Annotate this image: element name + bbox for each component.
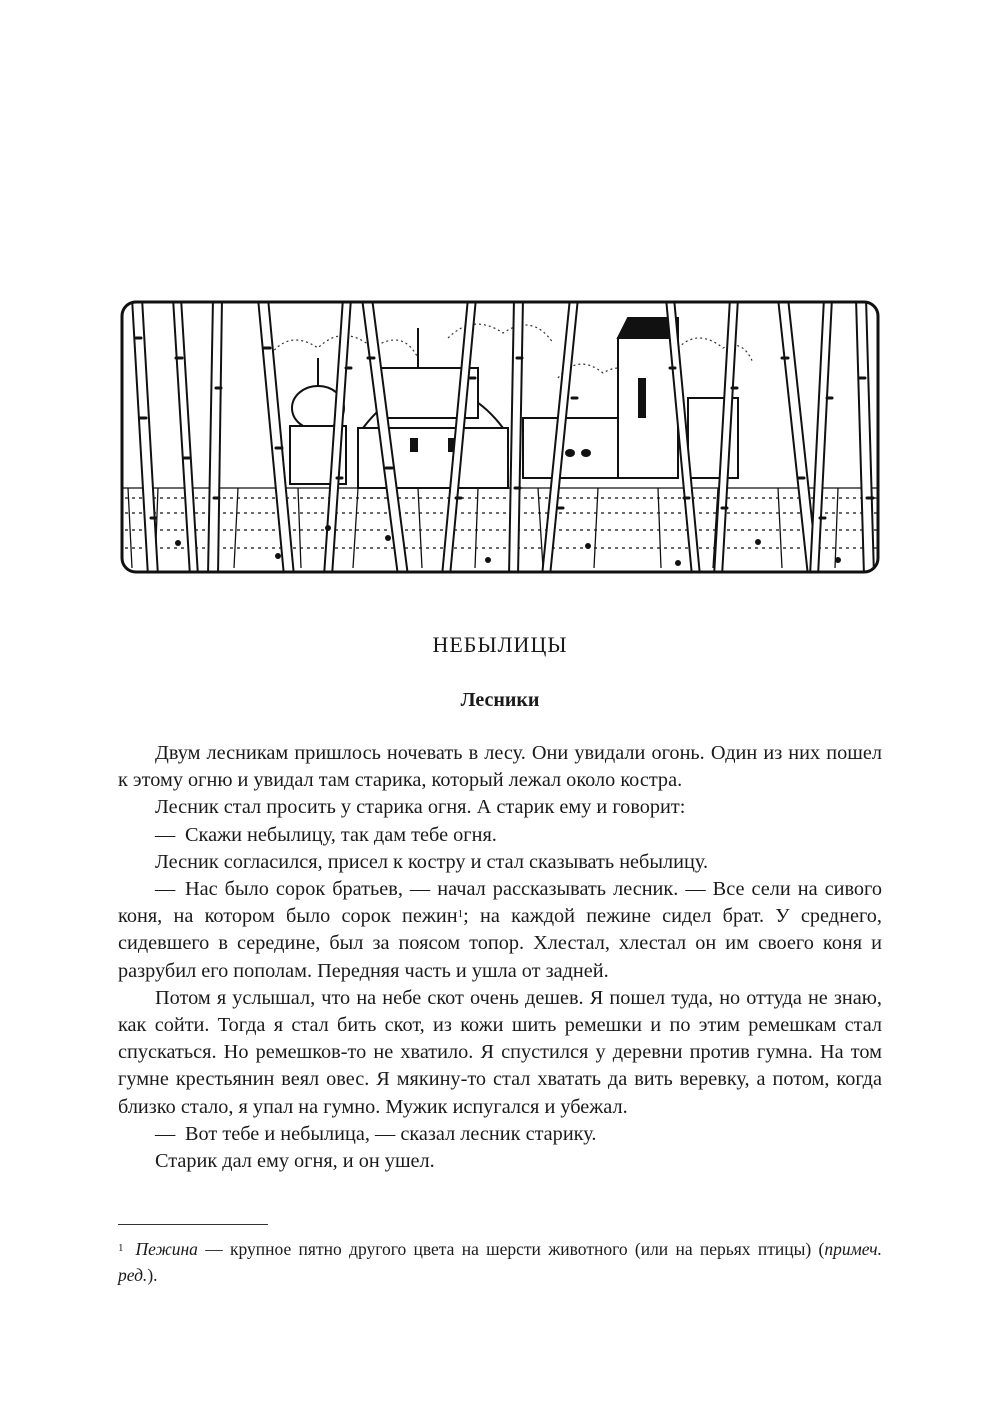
paragraph: Двум лесникам пришлось ночевать в лесу. Они увидали огонь. Один из них пошел к этому огню и увидал там старика, который лежал около костра. bbox=[118, 742, 882, 792]
dialogue-paragraph: — Нас было сорок братьев, — начал рассказывать лесник. — Все сели на сивого коня, на котором было сорок пежин$^1$; на каждой пежине сидел брат. У среднего, сидевшего в середине, был за поясом топор. Хлестал, хлестал он им своего коня и разрубил его пополам. Передняя часть и ушла от задней. bbox=[118, 878, 882, 982]
story-title: Лесники bbox=[460, 689, 540, 711]
paragraph: Лесник стал просить у старика огня. А старик ему и говорит: bbox=[155, 796, 686, 819]
dialogue-paragraph: — Скажи небылицу, так дам тебе огня. bbox=[118, 822, 882, 849]
footnote-term: Пежина bbox=[135, 1239, 198, 1259]
footnote: $^1$ Пежина — крупное пятно другого цвета на шерсти животного (или на перьях птицы) (примеч. ред.). bbox=[118, 1239, 882, 1285]
footnote-reference[interactable]: 1 bbox=[457, 908, 464, 921]
paragraph: Старик дал ему огня, и он ушел. bbox=[155, 1150, 435, 1173]
editor-note: примеч. ред. bbox=[118, 1239, 882, 1285]
paragraph: Потом я услышал, что на небе скот очень дешев. Я пошел туда, но оттуда не знаю, как сойти. Тогда я стал бить скот, из кожи шить ремешки и по этим ремешкам стал спускаться. Но ремешков-то не хватило. Я спустился у деревни против гумна. На том гумне крестьянин веял овес. Я мякину-то стал хватать да вить веревку, а потом, когда близко стало, я упал на гумно. Мужик испугался и убежал. bbox=[118, 986, 882, 1118]
em-dash: — bbox=[155, 878, 176, 901]
footnote-number: 1 bbox=[118, 1242, 124, 1254]
story-body bbox=[118, 740, 882, 1175]
dialogue-paragraph: — Вот тебе и небылица, — сказал лесник старику. bbox=[118, 1121, 882, 1148]
birch-forest-illustration bbox=[118, 298, 882, 576]
em-dash: — bbox=[155, 1122, 176, 1145]
section-title: НЕБЫЛИЦЫ bbox=[432, 632, 568, 657]
em-dash: — bbox=[155, 823, 176, 846]
footnote-divider bbox=[118, 1224, 268, 1225]
paragraph: Лесник согласился, присел к костру и стал сказывать небылицу. bbox=[155, 850, 709, 873]
